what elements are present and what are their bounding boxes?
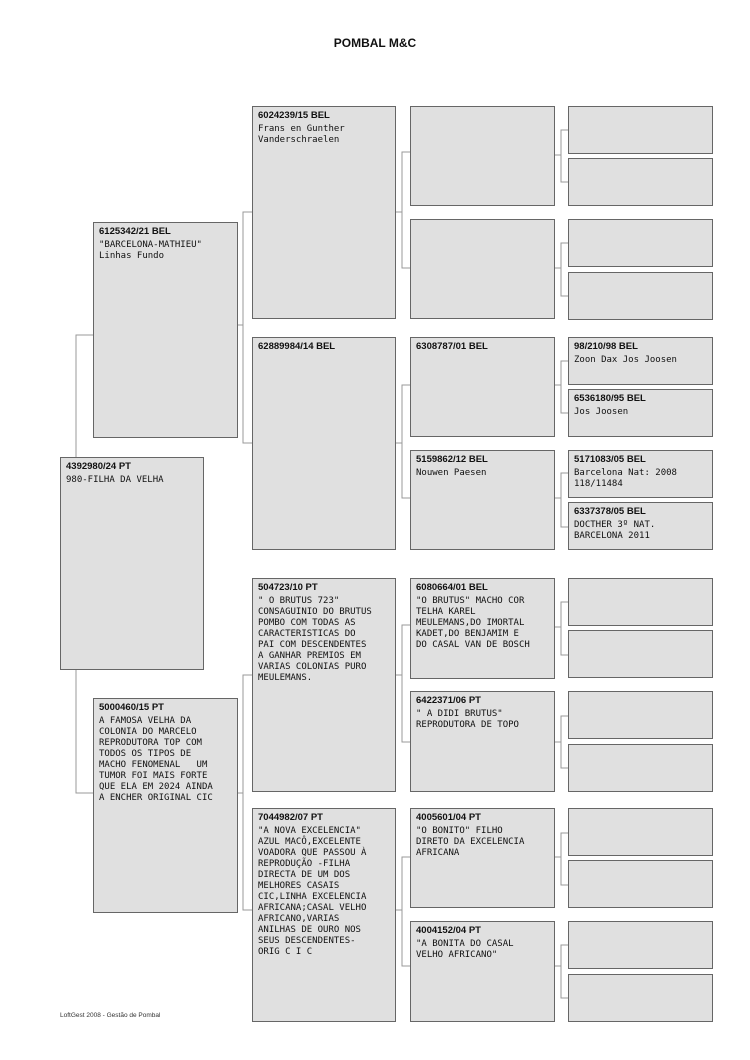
bird-notes: "A BONITA DO CASAL VELHO AFRICANO" bbox=[416, 939, 514, 960]
pedigree-box-gen5-12[interactable] bbox=[568, 744, 713, 792]
ring-number: 4392980/24 PT bbox=[66, 461, 131, 472]
ring-number: 7044982/07 PT bbox=[258, 812, 323, 823]
pedigree-box-gen5-15[interactable] bbox=[568, 921, 713, 969]
pedigree-box-gen5-14[interactable] bbox=[568, 860, 713, 908]
bird-notes: "O BONITO" FILHO DIRETO DA EXCELENCIA AFRICANA bbox=[416, 826, 525, 858]
footer-credit: LoftGest 2008 - Gestão de Pombal bbox=[60, 1012, 161, 1019]
bird-notes: Barcelona Nat: 2008 118/11484 bbox=[574, 468, 677, 489]
ring-number: 4004152/04 PT bbox=[416, 925, 481, 936]
bird-notes: Frans en Gunther Vanderschraelen bbox=[258, 124, 345, 145]
bird-notes: " O BRUTUS 723" CONSAGUINIO DO BRUTUS POMBO COM TODAS AS CARACTERISTICAS DO PAI COM DESCENDENTES A GANHAR PREMIOS EM VARIAS COLONIAS PURO MEULEMANS. bbox=[258, 596, 372, 683]
ring-number: 504723/10 PT bbox=[258, 582, 318, 593]
pedigree-box-gen5-6[interactable] bbox=[568, 389, 713, 437]
pedigree-box-gen5-8[interactable] bbox=[568, 502, 713, 550]
ring-number: 6125342/21 BEL bbox=[99, 226, 171, 237]
pedigree-box-dam-dam[interactable] bbox=[252, 808, 396, 1022]
ring-number: 6337378/05 BEL bbox=[574, 506, 646, 517]
bird-notes: 980-FILHA DA VELHA bbox=[66, 475, 164, 485]
bird-notes: "A NOVA EXCELENCIA" AZUL MACÔ,EXCELENTE VOADORA QUE PASSOU À REPRODUÇÃO -FILHA DIRECTA DE UM DOS MELHORES CASAIS CIC,LINHA EXCELENCIA AFRICANA;CASAL VELHO AFRICANO,VARIAS ANILHAS DE OURO NOS SEUS DESCENDENTES- ORIG C I C bbox=[258, 826, 367, 957]
bird-notes: Nouwen Paesen bbox=[416, 468, 487, 478]
ring-number: 6422371/06 PT bbox=[416, 695, 481, 706]
pedigree-box-sdd[interactable] bbox=[410, 450, 555, 550]
ring-number: 6308787/01 BEL bbox=[416, 341, 488, 352]
pedigree-box-dam[interactable] bbox=[93, 698, 238, 913]
ring-number: 4005601/04 PT bbox=[416, 812, 481, 823]
pedigree-box-gen5-10[interactable] bbox=[568, 630, 713, 678]
pedigree-box-gen5-1[interactable] bbox=[568, 106, 713, 154]
pedigree-box-dds[interactable] bbox=[410, 808, 555, 908]
bird-notes: A FAMOSA VELHA DA COLONIA DO MARCELO REPRODUTORA TOP COM TODOS OS TIPOS DE MACHO FENOMENAL UM TUMOR FOI MAIS FORTE QUE ELA EM 2024 AINDA A ENCHER ORIGINAL CIC bbox=[99, 716, 213, 803]
bird-notes: DOCTHER 3º NAT. BARCELONA 2011 bbox=[574, 520, 656, 541]
ring-number: 6080664/01 BEL bbox=[416, 582, 488, 593]
pedigree-box-sds[interactable] bbox=[410, 337, 555, 437]
pedigree-box-ddd[interactable] bbox=[410, 921, 555, 1022]
ring-number: 6536180/95 BEL bbox=[574, 393, 646, 404]
pedigree-box-sss[interactable] bbox=[410, 106, 555, 206]
pedigree-box-gen5-16[interactable] bbox=[568, 974, 713, 1022]
pedigree-box-dss[interactable] bbox=[410, 578, 555, 679]
pedigree-box-gen5-5[interactable] bbox=[568, 337, 713, 385]
ring-number: 5159862/12 BEL bbox=[416, 454, 488, 465]
pedigree-box-sire[interactable] bbox=[93, 222, 238, 438]
pedigree-box-bird[interactable] bbox=[60, 457, 204, 670]
pedigree-box-dsd[interactable] bbox=[410, 691, 555, 792]
pedigree-box-ssd[interactable] bbox=[410, 219, 555, 319]
ring-number: 98/210/98 BEL bbox=[574, 341, 638, 352]
pedigree-box-gen5-7[interactable] bbox=[568, 450, 713, 498]
pedigree-box-gen5-3[interactable] bbox=[568, 219, 713, 267]
pedigree-box-sire-sire[interactable] bbox=[252, 106, 396, 319]
ring-number: 5000460/15 PT bbox=[99, 702, 164, 713]
pedigree-box-sire-dam[interactable] bbox=[252, 337, 396, 550]
ring-number: 6024239/15 BEL bbox=[258, 110, 330, 121]
pedigree-box-dam-sire[interactable] bbox=[252, 578, 396, 792]
bird-notes: "BARCELONA-MATHIEU" Linhas Fundo bbox=[99, 240, 202, 261]
bird-notes: " A DIDI BRUTUS" REPRODUTORA DE TOPO bbox=[416, 709, 519, 730]
pedigree-box-gen5-4[interactable] bbox=[568, 272, 713, 320]
ring-number: 62889984/14 BEL bbox=[258, 341, 336, 352]
page-title: POMBAL M&C bbox=[333, 36, 417, 50]
ring-number: 5171083/05 BEL bbox=[574, 454, 646, 465]
pedigree-box-gen5-13[interactable] bbox=[568, 808, 713, 856]
pedigree-box-gen5-11[interactable] bbox=[568, 691, 713, 739]
bird-notes: Jos Joosen bbox=[574, 407, 629, 417]
bird-notes: "O BRUTUS" MACHO COR TELHA KAREL MEULEMANS,DO IMORTAL KADET,DO BENJAMIM E DO CASAL VAN DE BOSCH bbox=[416, 596, 530, 650]
pedigree-box-gen5-9[interactable] bbox=[568, 578, 713, 626]
pedigree-box-gen5-2[interactable] bbox=[568, 158, 713, 206]
bird-notes: Zoon Dax Jos Joosen bbox=[574, 355, 677, 365]
